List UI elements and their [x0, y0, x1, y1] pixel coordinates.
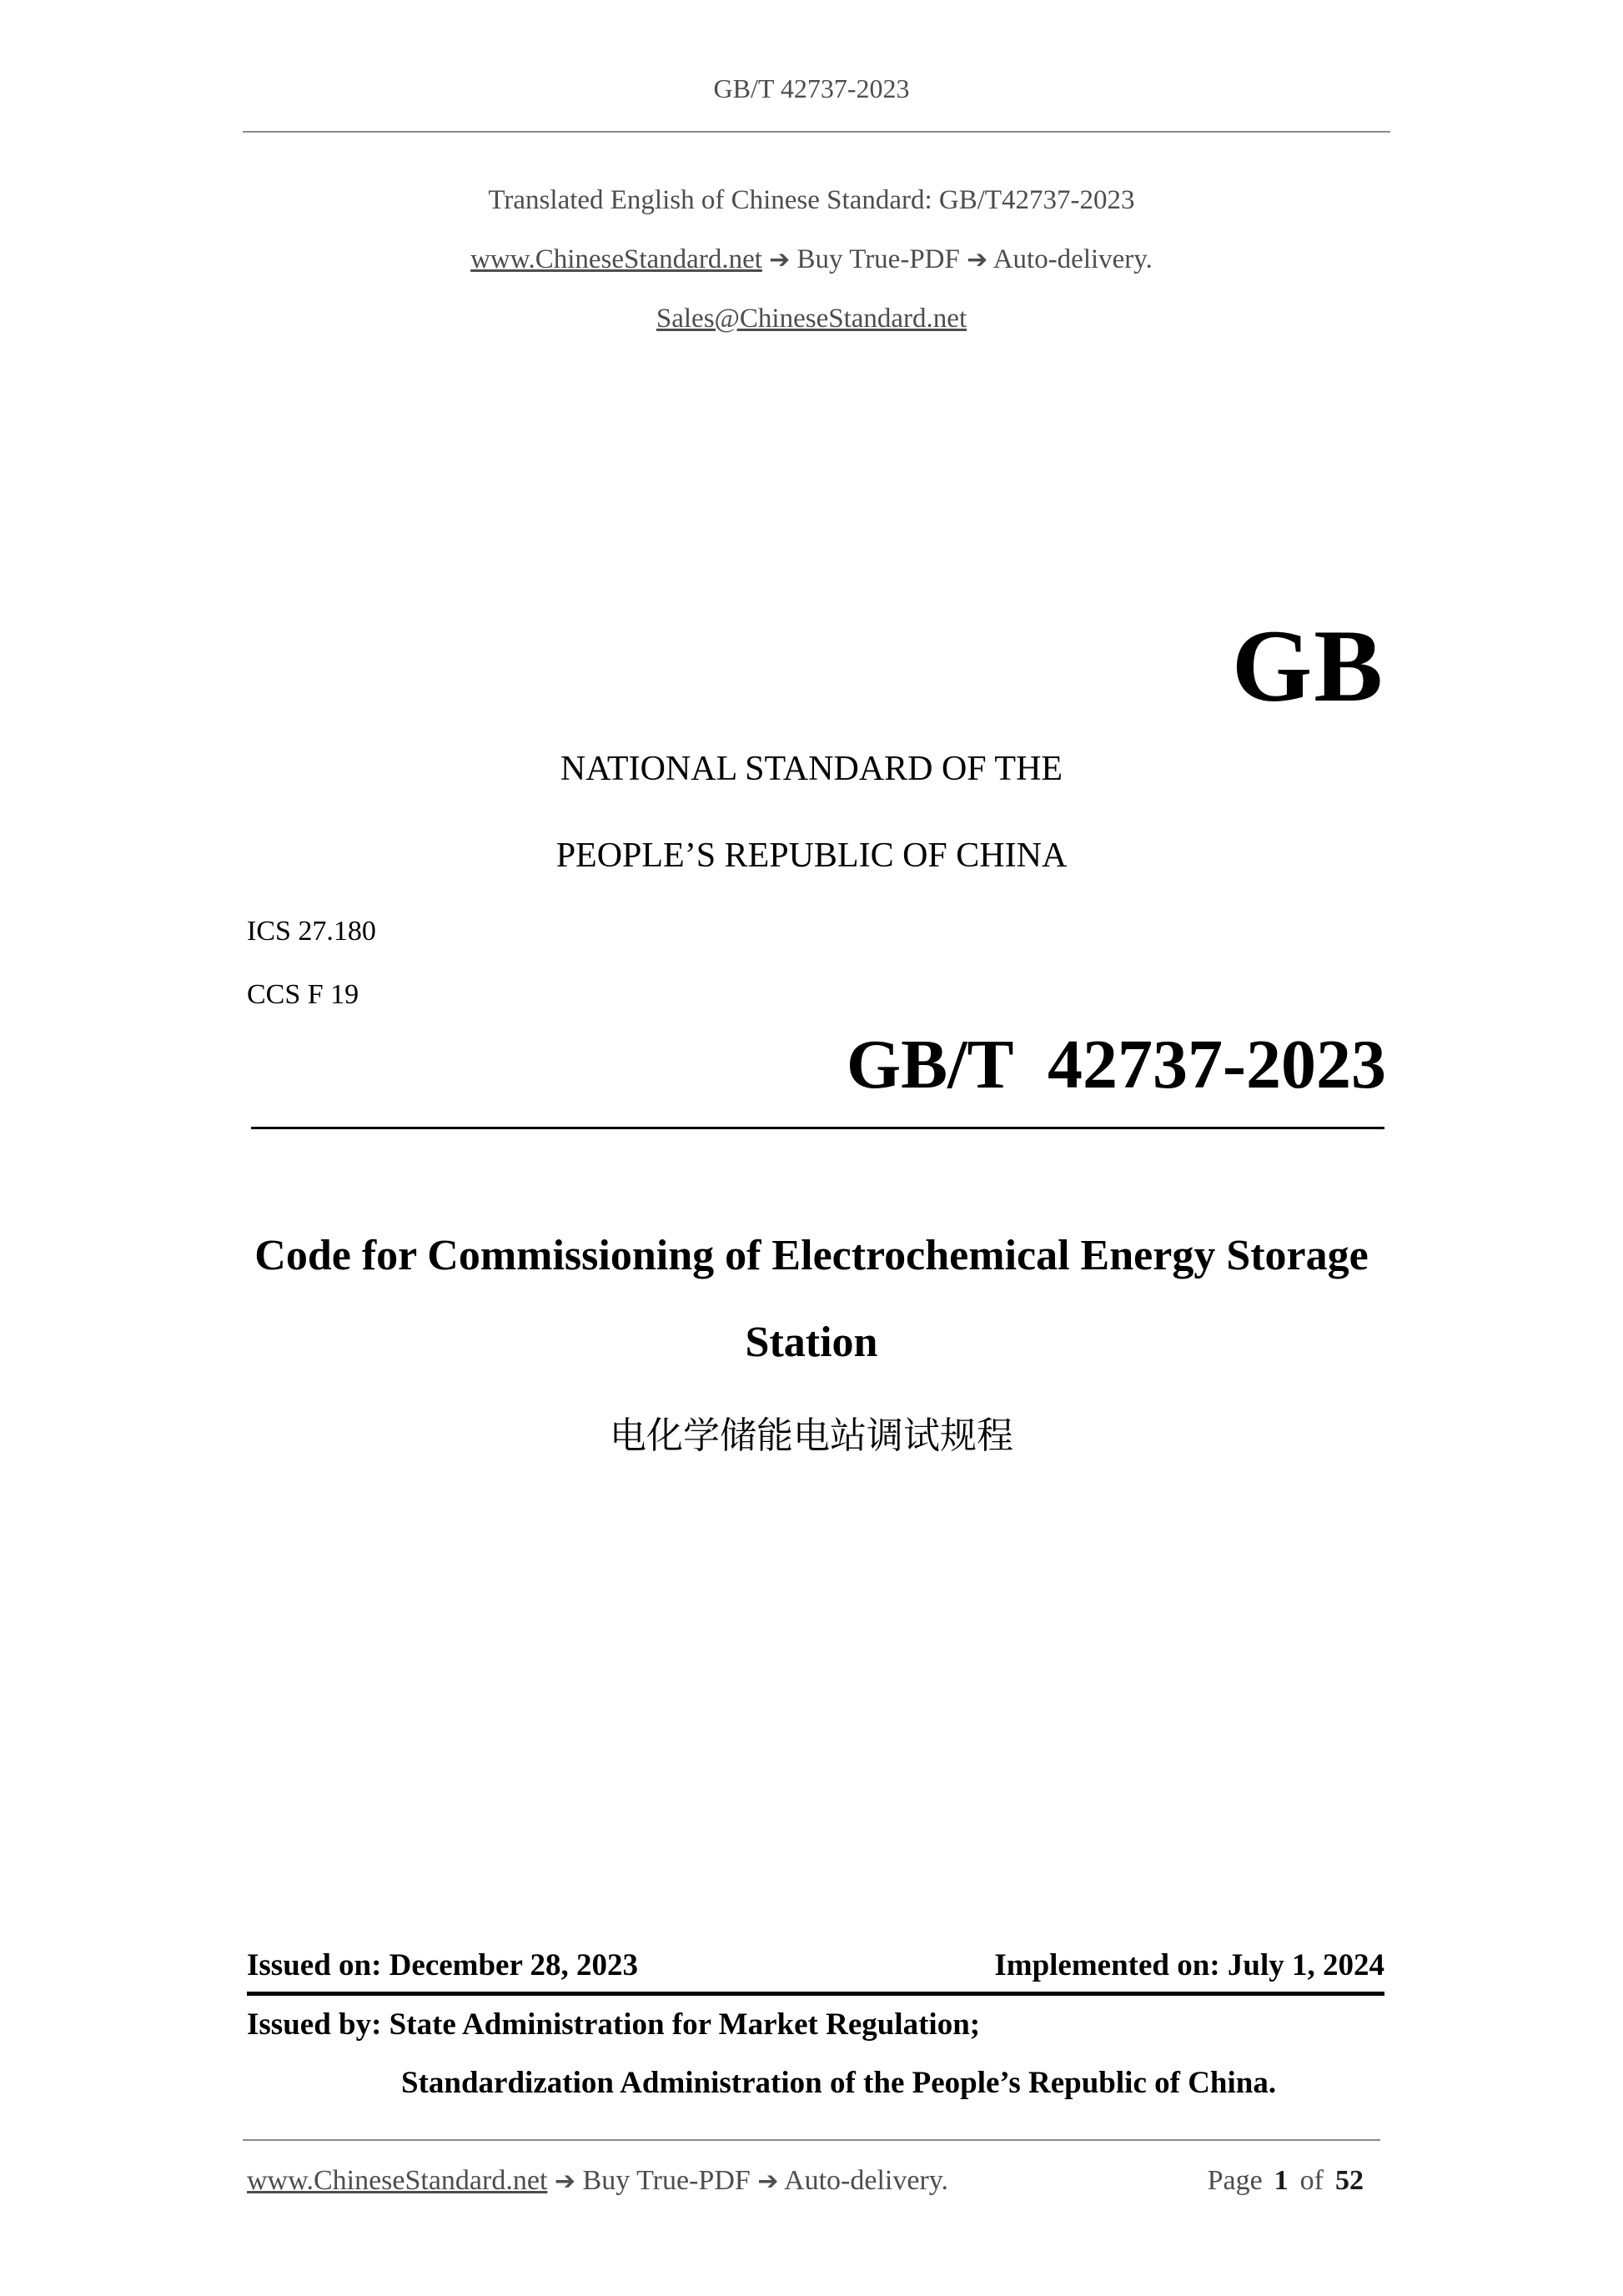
issued-by-line1: Issued by: State Administration for Market Regulation; [247, 2007, 981, 2042]
email-line [0, 304, 1623, 334]
arrow-right-icon: ➔ [967, 245, 988, 274]
running-header: GB/T 42737-2023 [713, 73, 910, 103]
footer-buy-text: Buy True-PDF [582, 2165, 751, 2196]
national-standard-line1: NATIONAL STANDARD OF THE [560, 750, 1063, 788]
of-label: of [1299, 2165, 1324, 2196]
promo-line [0, 244, 1623, 275]
delivery-text: Auto-delivery. [992, 244, 1153, 274]
gb-mark: GB [1231, 609, 1384, 723]
title-english-line2: Station [745, 1319, 878, 1366]
email-link[interactable]: Sales@ChineseStandard.net [656, 304, 967, 334]
footer-site-link[interactable]: www.ChineseStandard.net [247, 2165, 548, 2196]
footer-divider [243, 2139, 1380, 2141]
standard-number: GB/T 42737-2023 [846, 1026, 1386, 1103]
page-total: 52 [1335, 2165, 1364, 2196]
implemented-on-date: Implemented on: July 1, 2024 [994, 1948, 1384, 1982]
translation-notice: Translated English of Chinese Standard: GB/T42737-2023 [488, 185, 1135, 215]
footer-delivery-text: Auto-delivery. [784, 2165, 949, 2196]
header-divider [243, 131, 1390, 133]
ics-code: ICS 27.180 [247, 916, 376, 947]
national-standard-line2: PEOPLE’S REPUBLIC OF CHINA [555, 837, 1068, 875]
issued-by-line2: Standardization Administration of the People’s Republic of China. [401, 2066, 1277, 2100]
standard-number-divider [251, 1127, 1384, 1129]
page-indicator [1208, 2165, 1375, 2197]
page-number: 1 [1274, 2165, 1289, 2196]
page-label: Page [1207, 2165, 1263, 2196]
footer-promo [247, 2165, 948, 2197]
ccs-code: CCS F 19 [247, 979, 359, 1010]
site-link[interactable]: www.ChineseStandard.net [470, 244, 762, 274]
issuance-divider [247, 1992, 1384, 1996]
buy-text: Buy True-PDF [796, 244, 960, 274]
arrow-right-icon: ➔ [554, 2167, 576, 2196]
arrow-right-icon: ➔ [769, 245, 791, 274]
arrow-right-icon: ➔ [757, 2167, 779, 2196]
title-english-line1: Code for Commissioning of Electrochemical Energy Storage [254, 1232, 1369, 1279]
issued-on-date: Issued on: December 28, 2023 [247, 1948, 638, 1982]
title-chinese: 电化学储能电站调试规程 [610, 1414, 1013, 1457]
